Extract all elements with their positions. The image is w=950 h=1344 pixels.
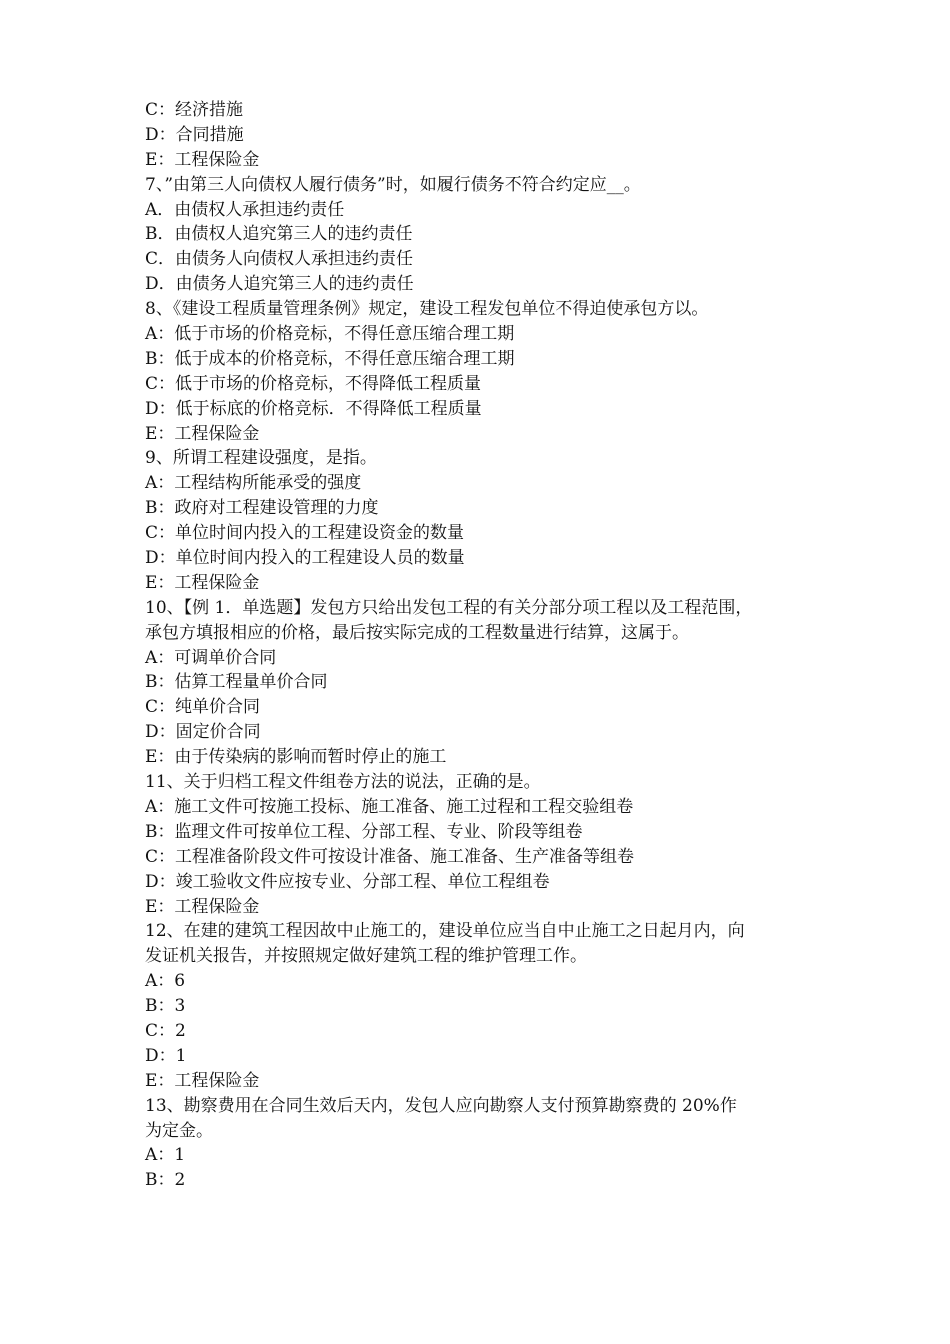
option-line: A．由债权人承担违约责任	[145, 199, 345, 220]
option-line: C．由债务人向债权人承担违约责任	[145, 249, 414, 270]
option-line: E：工程保险金	[145, 149, 260, 170]
option-line: D：单位时间内投入的工程建设人员的数量	[145, 548, 465, 569]
option-line: D．由债务人追究第三人的违约责任	[145, 274, 414, 295]
option-line: A：低于市场的价格竞标，不得任意压缩合理工期	[145, 324, 515, 345]
option-line: C：2	[145, 1020, 186, 1041]
question-7: 7、”由第三人向债权人履行债务”时，如履行债务不符合约定应__。	[145, 174, 641, 195]
option-line: D：竣工验收文件应按专业、分部工程、单位工程组卷	[145, 871, 550, 892]
option-line: B：低于成本的价格竞标，不得任意压缩合理工期	[145, 348, 515, 369]
option-line: E：工程保险金	[145, 896, 260, 917]
question-13: 13、勘察费用在合同生效后天内，发包人应向勘察人支付预算勘察费的 20%作	[145, 1095, 737, 1116]
question-12-continued: 发证机关报告，并按照规定做好建筑工程的维护管理工作。	[145, 946, 587, 967]
option-line: D：合同措施	[145, 124, 244, 145]
question-11: 11、关于归档工程文件组卷方法的说法，正确的是。	[145, 772, 541, 793]
document-body	[145, 98, 815, 1193]
option-line: E：工程保险金	[145, 1070, 260, 1091]
option-line: C：低于市场的价格竞标，不得降低工程质量	[145, 373, 482, 394]
question-9: 9、所谓工程建设强度，是指。	[145, 448, 377, 469]
question-8: 8、《建设工程质量管理条例》规定，建设工程发包单位不得迫使承包方以。	[145, 299, 709, 320]
question-10-continued: 承包方填报相应的价格，最后按实际完成的工程数量进行结算，这属于。	[145, 622, 689, 643]
option-line: B：监理文件可按单位工程、分部工程、专业、阶段等组卷	[145, 821, 583, 842]
option-line: A：施工文件可按施工投标、施工准备、施工过程和工程交验组卷	[145, 796, 634, 817]
option-line: B：估算工程量单价合同	[145, 672, 328, 693]
option-line: C：纯单价合同	[145, 697, 261, 718]
option-line: C：经济措施	[145, 100, 244, 120]
option-line: D：低于标底的价格竞标．不得降低工程质量	[145, 398, 482, 419]
option-line: A：6	[145, 971, 186, 992]
option-line: A：工程结构所能承受的强度	[145, 473, 362, 494]
question-12: 12、在建的建筑工程因故中止施工的，建设单位应当自中止施工之日起月内，向	[145, 921, 745, 942]
option-line: E：由于传染病的影响而暂时停止的施工	[145, 747, 447, 768]
option-line: C：单位时间内投入的工程建设资金的数量	[145, 523, 465, 544]
option-line: E：工程保险金	[145, 572, 260, 593]
question-10: 10、【例 1．单选题】发包方只给出发包工程的有关分部分项工程以及工程范围，	[145, 597, 753, 618]
option-line: C：工程准备阶段文件可按设计准备、施工准备、生产准备等组卷	[145, 846, 635, 867]
option-line: E：工程保险金	[145, 423, 260, 444]
option-line: B：政府对工程建设管理的力度	[145, 498, 379, 519]
question-13-continued: 为定金。	[145, 1120, 213, 1141]
option-line: A：可调单价合同	[145, 647, 277, 668]
option-line: D：1	[145, 1045, 187, 1066]
option-line: A：1	[145, 1145, 186, 1166]
option-line: B：3	[145, 996, 186, 1017]
option-line: B．由债权人追究第三人的违约责任	[145, 224, 413, 245]
option-line: D：固定价合同	[145, 722, 261, 743]
option-line: B：2	[145, 1170, 186, 1191]
